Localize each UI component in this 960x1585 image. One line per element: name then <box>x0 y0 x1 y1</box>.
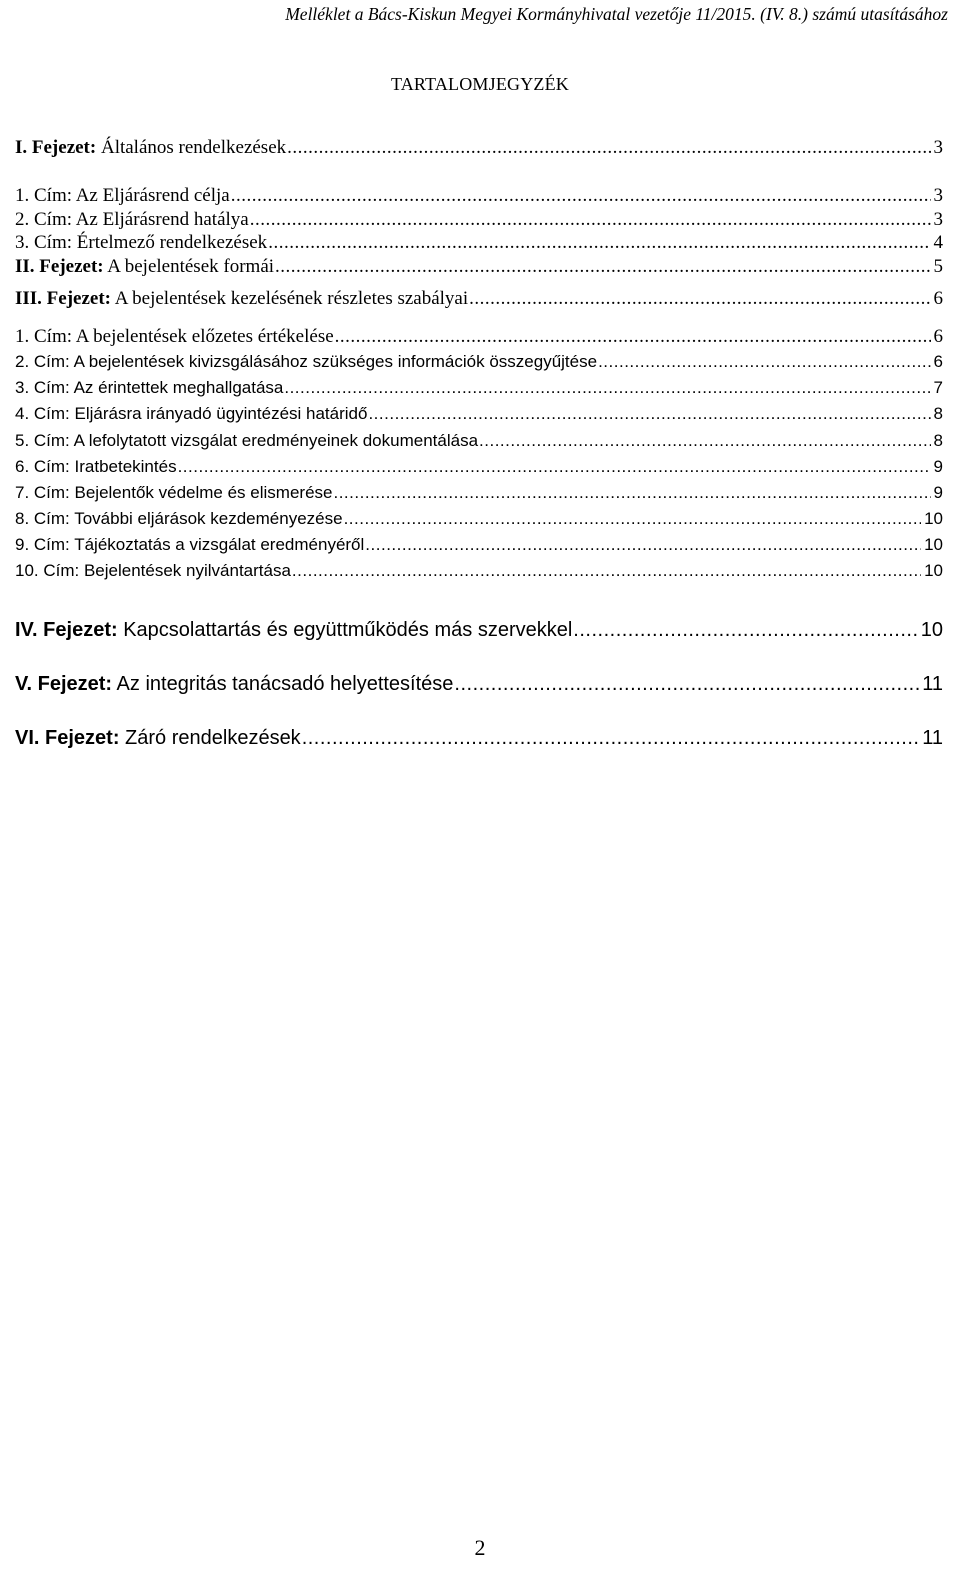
toc-dot-leader <box>469 288 930 310</box>
toc-entry-prefix: III. Fejezet: <box>15 288 112 309</box>
toc-entry-prefix: IV. Fejezet: <box>15 619 118 641</box>
toc-entry-section[interactable] <box>15 352 943 378</box>
toc-entry-page: 3 <box>933 137 943 158</box>
toc-entry-section[interactable] <box>15 232 943 256</box>
toc-entry-page: 4 <box>933 232 943 253</box>
toc-dot-leader <box>598 352 930 372</box>
toc-entry-label: 1. Cím: A bejelentések előzetes értékelése <box>15 326 334 347</box>
toc-entry-chapter-4[interactable] <box>15 619 943 673</box>
toc-entry-prefix: V. Fejezet: <box>15 673 113 695</box>
toc-entry-label: 10. Cím: Bejelentések nyilvántartása <box>15 561 291 580</box>
toc-entry-page: 6 <box>933 288 943 309</box>
toc-dot-leader <box>454 673 919 696</box>
toc-entry-page: 8 <box>933 431 943 450</box>
toc-entry-label: 7. Cím: Bejelentők védelme és elismerése <box>15 483 333 502</box>
toc-entry-page: 11 <box>922 727 943 749</box>
toc-entry-section[interactable] <box>15 535 943 561</box>
toc-entry-label: Általános rendelkezések <box>96 137 287 158</box>
toc-entry-page: 10 <box>920 619 943 641</box>
table-of-contents <box>15 137 943 767</box>
toc-entry-label: Záró rendelkezések <box>119 727 301 749</box>
toc-entry-label: 8. Cím: További eljárások kezdeményezése <box>15 509 343 528</box>
toc-dot-leader <box>178 457 931 477</box>
toc-entry-page: 10 <box>924 535 943 554</box>
toc-entry-label: A bejelentések formái <box>103 256 275 277</box>
toc-entry-chapter-2[interactable] <box>15 256 943 288</box>
toc-entry-section[interactable] <box>15 561 943 587</box>
toc-entry-label: 3. Cím: Az érintettek meghallgatása <box>15 378 284 397</box>
toc-entry-section[interactable] <box>15 209 943 232</box>
toc-entry-page: 9 <box>933 457 943 476</box>
toc-entry-section[interactable] <box>15 509 943 535</box>
toc-entry-chapter-1[interactable] <box>15 137 943 173</box>
toc-dot-leader <box>333 483 930 503</box>
toc-entry-section[interactable] <box>15 326 943 352</box>
toc-dot-leader <box>479 431 931 451</box>
toc-entry-label: A bejelentések kezelésének részletes szabályai <box>111 288 469 309</box>
toc-entry-label: 2. Cím: Az Eljárásrend hatálya <box>15 209 249 230</box>
toc-dot-leader <box>250 209 931 231</box>
toc-dot-leader <box>275 256 930 278</box>
toc-dot-leader <box>302 727 920 750</box>
toc-entry-page: 10 <box>924 509 943 528</box>
toc-entry-page: 7 <box>933 378 943 397</box>
toc-entry-section[interactable] <box>15 404 943 431</box>
toc-entry-label: 1. Cím: Az Eljárásrend célja <box>15 185 230 206</box>
toc-entry-prefix: I. Fejezet: <box>15 137 97 158</box>
toc-entry-label: Az integritás tanácsadó helyettesítése <box>112 673 454 695</box>
toc-entry-label: 9. Cím: Tájékoztatás a vizsgálat eredményéről <box>15 535 365 554</box>
toc-entry-chapter-3[interactable] <box>15 288 943 326</box>
toc-title: TARTALOMJEGYZÉK <box>390 74 570 94</box>
toc-entry-page: 5 <box>933 256 943 277</box>
toc-entry-page: 11 <box>922 673 943 695</box>
toc-dot-leader <box>344 509 922 529</box>
toc-entry-prefix: II. Fejezet: <box>15 256 104 277</box>
toc-entry-chapter-6[interactable] <box>15 727 943 767</box>
toc-dot-leader <box>573 619 917 642</box>
toc-entry-page: 10 <box>924 561 943 580</box>
toc-dot-leader <box>368 404 930 424</box>
toc-entry-label: 5. Cím: A lefolytatott vizsgálat eredményeinek dokumentálása <box>15 431 479 450</box>
toc-entry-label: 6. Cím: Iratbetekintés <box>15 457 177 476</box>
toc-entry-section[interactable] <box>15 483 943 509</box>
toc-entry-page: 6 <box>933 326 943 347</box>
toc-dot-leader <box>365 535 921 555</box>
toc-dot-leader <box>284 378 930 398</box>
toc-entry-section[interactable] <box>15 457 943 483</box>
toc-entry-label: 2. Cím: A bejelentések kivizsgálásához szükséges információk összegyűjtése <box>15 352 598 371</box>
toc-entry-chapter-5[interactable] <box>15 673 943 727</box>
toc-entry-label: Kapcsolattartás és együttműködés más szervekkel <box>117 619 573 641</box>
toc-entry-section[interactable] <box>15 378 943 404</box>
toc-dot-leader <box>287 137 930 159</box>
toc-dot-leader <box>292 561 921 581</box>
toc-entry-section[interactable] <box>15 185 943 209</box>
toc-entry-page: 8 <box>933 404 943 423</box>
toc-entry-prefix: VI. Fejezet: <box>15 727 120 749</box>
toc-entry-label: 3. Cím: Értelmező rendelkezések <box>15 232 268 253</box>
toc-entry-page: 9 <box>933 483 943 502</box>
toc-entry-page: 6 <box>933 352 943 371</box>
document-header-note: Melléklet a Bács-Kiskun Megyei Kormányhivatal vezetője 11/2015. (IV. 8.) számú utasításához <box>285 4 948 24</box>
toc-dot-leader <box>268 232 930 254</box>
toc-entry-page: 3 <box>933 185 943 206</box>
toc-dot-leader <box>231 185 931 207</box>
toc-entry-label: 4. Cím: Eljárásra irányadó ügyintézési határidő <box>15 404 368 423</box>
toc-dot-leader <box>335 326 931 348</box>
toc-entry-page: 3 <box>933 209 943 230</box>
toc-entry-section[interactable] <box>15 431 943 457</box>
page-number: 2 <box>474 1535 486 1560</box>
